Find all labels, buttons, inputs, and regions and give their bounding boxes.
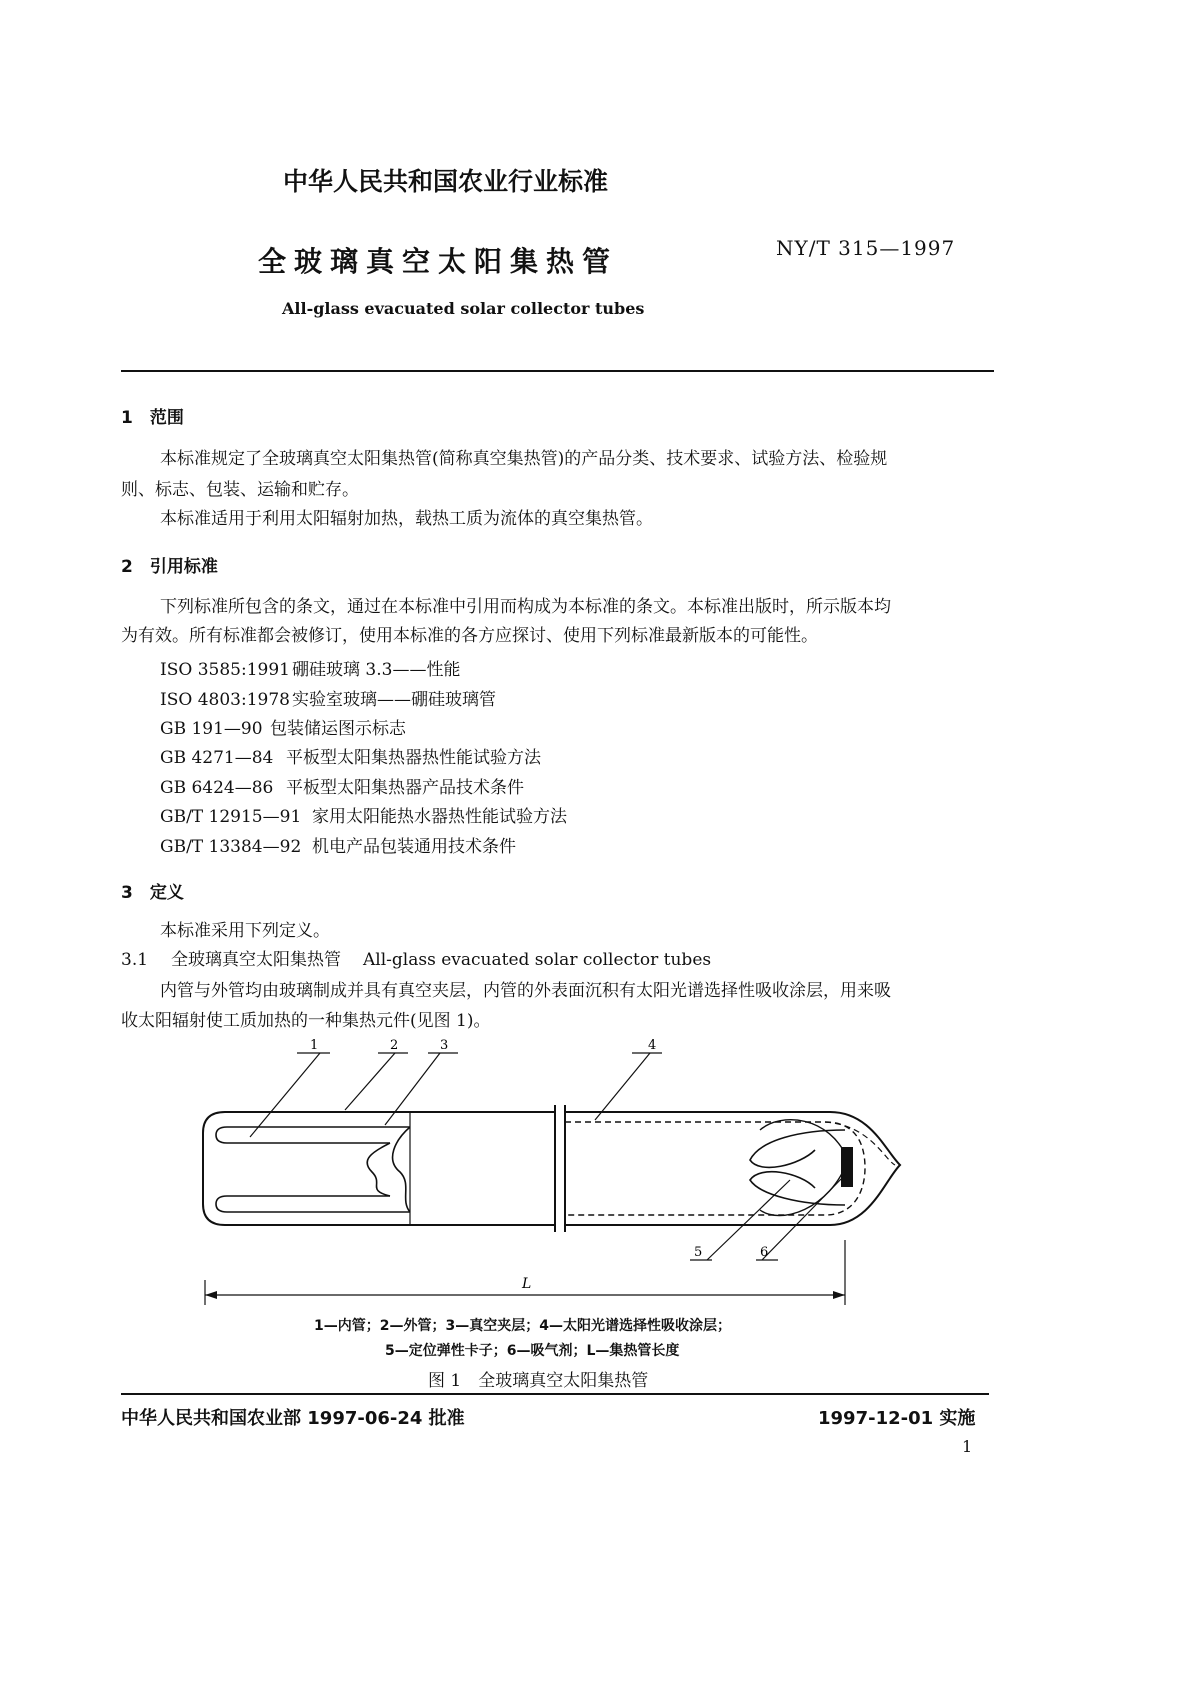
reference-title: 家用太阳能热水器热性能试验方法 [312, 807, 567, 827]
subsection-title-en: All-glass evacuated solar collector tubes [363, 950, 712, 970]
inner-tube-left [216, 1127, 410, 1143]
reference-title: 机电产品包装通用技术条件 [312, 837, 516, 857]
subsection-title-cn: 全玻璃真空太阳集热管 [171, 950, 341, 970]
subsection-number: 3.1 [121, 950, 149, 970]
getter [842, 1148, 852, 1186]
figure-legend-line-2: 5—定位弹性卡子；6—吸气剂；L—集热管长度 [385, 1343, 680, 1359]
footer-rule [121, 1393, 989, 1395]
definition-text-cont: 收太阳辐射使工质加热的一种集热元件(见图 1)。 [121, 1011, 491, 1031]
reference-title: 硼硅玻璃 3.3——性能 [292, 660, 461, 680]
reference-title: 平板型太阳集热器热性能试验方法 [286, 748, 541, 768]
section-3-intro: 本标准采用下列定义。 [160, 921, 330, 941]
reference-code: GB 4271—84 [160, 748, 274, 768]
section-2-heading: 2 引用标准 [121, 557, 218, 577]
reference-code: GB 6424—86 [160, 778, 274, 798]
section-2-paragraph: 下列标准所包含的条文，通过在本标准中引用而构成为本标准的条文。本标准出版时，所示版本均 [160, 597, 891, 617]
document-title: 全玻璃真空太阳集热管 [258, 245, 619, 278]
reference-code: GB 191—90 [160, 719, 263, 739]
reference-code: ISO 4803:1978 [160, 690, 290, 710]
definition-text: 内管与外管均由玻璃制成并具有真空夹层，内管的外表面沉积有太阳光谱选择性吸收涂层，用来吸 [160, 981, 891, 1001]
outer-tube-left [203, 1112, 555, 1225]
page-number: 1 [962, 1437, 973, 1456]
section-1-heading: 1 范围 [121, 408, 184, 428]
approval-line: 中华人民共和国农业部 1997-06-24 批准 [121, 1408, 465, 1429]
figure-legend-line-1: 1—内管；2—外管；3—真空夹层；4—太阳光谱选择性吸收涂层； [314, 1318, 731, 1334]
cutaway-edge-outer [393, 1127, 410, 1212]
section-2-paragraph-cont: 为有效。所有标准都会被修订，使用本标准的各方应探讨、使用下列标准最新版本的可能性。 [121, 626, 818, 646]
standard-number: NY/T 315—1997 [776, 236, 956, 260]
reference-title: 平板型太阳集热器产品技术条件 [286, 778, 524, 798]
label-5: 5 [694, 1245, 703, 1260]
reference-code: GB/T 12915—91 [160, 807, 302, 827]
label-6: 6 [760, 1245, 769, 1260]
effective-date: 1997-12-01 实施 [818, 1408, 976, 1429]
label-3: 3 [440, 1038, 449, 1053]
document-title-english: All-glass evacuated solar collector tubes [282, 299, 645, 318]
label-2: 2 [390, 1038, 399, 1053]
section-1-paragraph-1: 本标准规定了全玻璃真空太阳集热管(简称真空集热管)的产品分类、技术要求、试验方法、检验规 [160, 449, 888, 469]
issuing-authority: 中华人民共和国农业行业标准 [283, 167, 609, 196]
section-1-paragraph-2: 本标准适用于利用太阳辐射加热，载热工质为流体的真空集热管。 [160, 509, 653, 529]
section-1-paragraph-1-cont: 则、标志、包装、运输和贮存。 [121, 480, 359, 500]
reference-code: ISO 3585:1991 [160, 660, 290, 680]
dimension-label-l: L [522, 1276, 532, 1292]
label-1: 1 [310, 1038, 319, 1053]
reference-title: 包装储运图示标志 [270, 719, 406, 739]
label-4: 4 [648, 1038, 657, 1053]
figure-caption: 图 1 全玻璃真空太阳集热管 [428, 1371, 649, 1391]
section-3-heading: 3 定义 [121, 883, 184, 903]
inner-tube-left-lower [216, 1196, 410, 1212]
tube-drawing [203, 1053, 900, 1305]
reference-code: GB/T 13384—92 [160, 837, 302, 857]
reference-title: 实验室玻璃——硼硅玻璃管 [292, 690, 496, 710]
cutaway-edge [367, 1143, 390, 1196]
